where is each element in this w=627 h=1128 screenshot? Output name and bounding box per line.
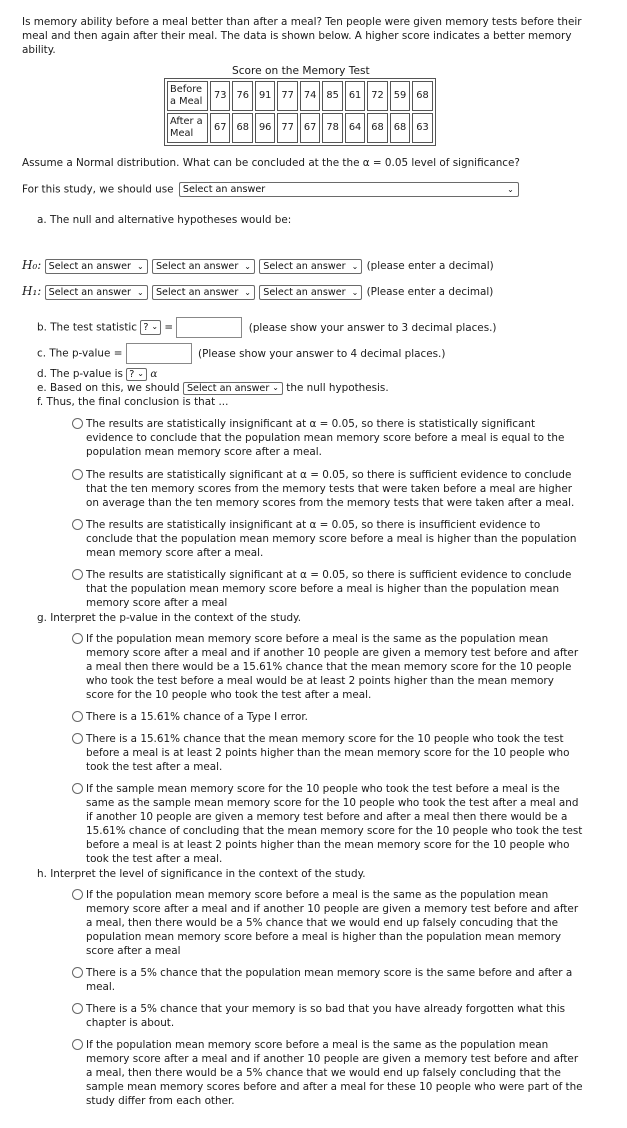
table-cell: 59 [390,81,410,111]
table-cell: 68 [232,113,252,143]
table-cell: 61 [345,81,365,111]
chevron-down-icon: ⌄ [272,382,279,392]
part-e-after: the null hypothesis. [286,382,389,394]
table-cell: 68 [390,113,410,143]
chevron-down-icon: ⌄ [136,287,144,297]
pvalue-interpretation-option-4[interactable] [72,782,584,866]
pvalue-interpretation-option-2[interactable] [72,710,584,724]
h1-operator-select[interactable] [152,285,255,300]
h1-note: (Please enter a decimal) [366,286,494,298]
chevron-down-icon: ⌄ [151,322,159,331]
table-cell: 96 [255,113,275,143]
table-cell: 78 [322,113,342,143]
option-text: The results are statistically significant at α = 0.05, so there is sufficient evidence to conclude that the ten memory scores from the memory tests that were taken before a meal are higher on average than the ten memory scores from the memory tests that were taken after a meal. [86,469,575,509]
part-g-text: g. Interpret the p-value in the context of the study. [37,612,302,624]
option-text: There is a 15.61% chance that the mean memory score for the 10 people who took the test before a meal is at least 2 points higher than the mean memory score for the 10 people who took the test after a meal. [86,733,570,773]
table-row [167,113,433,143]
table-cell: 73 [210,81,230,111]
chevron-down-icon: ⌄ [507,185,514,194]
select-placeholder: Select an answer [186,382,270,394]
table-title: Score on the Memory Test [232,65,370,77]
chevron-down-icon: ⌄ [351,261,359,271]
table-cell: 72 [367,81,387,111]
option-text: If the population mean memory score before a meal is the same as the population mean memory score after a meal and if another 10 people are given a memory test before and after a meal, then there would be a 5% chance that we would end up falsely concluding that the sample mean memory scores before and after a meal for these 10 people who were part of the study differ from each other. [86,1039,583,1107]
option-text: The results are statistically insignificant at α = 0.05, so there is statistically significant evidence to conclude that the population mean memory score before a meal is equal to the population mean memory score after a meal. [86,418,565,458]
study-prompt: For this study, we should use [22,183,174,196]
study-row [22,182,519,197]
chevron-down-icon: ⌄ [244,261,251,271]
radio-button[interactable] [72,1039,83,1050]
conclusion-option-1[interactable] [72,417,578,459]
h0-label: H₀: [22,258,42,272]
h1-value-select[interactable] [259,285,362,300]
select-placeholder: Select an answer [263,260,346,272]
part-b-note: (please show your answer to 3 decimal places.) [248,321,497,334]
select-placeholder: Select an answer [48,286,131,298]
test-statistic-select[interactable] [140,320,161,335]
option-text: There is a 5% chance that your memory is so bad that you have already forgotten what this chapter is about. [86,1003,566,1029]
part-d-text: d. The p-value is [37,368,123,380]
alpha-symbol: α [150,368,158,380]
significance-interpretation-option-3[interactable] [72,1002,584,1030]
radio-button[interactable] [72,711,83,722]
h1-label: H₁: [22,284,42,298]
part-f-text: f. Thus, the final conclusion is that ... [37,396,229,408]
memory-score-table [164,78,436,146]
pvalue-interpretation-option-3[interactable] [72,732,584,774]
h1-param-select[interactable] [45,285,148,300]
significance-interpretation-option-4[interactable] [72,1038,584,1108]
significance-interpretation-option-2[interactable] [72,966,584,994]
table-cell: 67 [210,113,230,143]
table-cell: 68 [367,113,387,143]
radio-button[interactable] [72,1003,83,1014]
chevron-down-icon: ⌄ [351,287,359,297]
pvalue-interpretation-option-1[interactable] [72,632,584,702]
significance-interpretation-option-1[interactable] [72,888,584,958]
part-d-row [37,367,157,381]
option-text: If the sample mean memory score for the 10 people who took the test before a meal is the same as the sample mean memory score for the 10 people who took the test after a meal and if another 10 people are given a memory test before and after a meal then there would be a 15.61% chance of concluding that the mean memory score for the 10 people who took the test before a meal is at least 2 points higher than the mean memory score for the 10 people who took the test after a meal. [86,783,583,865]
select-placeholder: Select an answer [155,286,239,298]
select-placeholder: Select an answer [263,286,346,298]
option-text: There is a 5% chance that the population mean memory score is the same before and after a meal. [86,967,573,993]
option-text: The results are statistically significant at α = 0.05, so there is sufficient evidence to conclude that the population mean memory score before a meal is higher than the population mean memory score after a meal [86,569,572,609]
select-placeholder: ? [143,322,149,333]
option-text: The results are statistically insignificant at α = 0.05, so there is insufficient evidence to conclude that the population mean memory score before a meal is higher than the population mean memory score after a meal. [86,519,577,559]
test-statistic-input[interactable] [176,317,242,338]
h0-note: (please enter a decimal) [366,260,494,272]
select-placeholder: Select an answer [155,260,239,272]
table-cell: 74 [300,81,320,111]
select-placeholder: Select an answer [48,260,131,272]
assume-line: Assume a Normal distribution. What can be concluded at the the α = 0.05 level of significance? [22,157,520,169]
table-cell: 67 [300,113,320,143]
table-cell: 64 [345,113,365,143]
h0-value-select[interactable] [259,259,362,274]
table-cell: 77 [277,81,297,111]
radio-button[interactable] [72,783,83,794]
assume-text [22,156,520,170]
part-c-text: c. The p-value = [37,347,123,360]
table-cell: 76 [232,81,252,111]
part-c-row [37,343,445,364]
h0-row [22,258,494,274]
h0-operator-select[interactable] [152,259,255,274]
select-placeholder: Select an answer [182,184,266,195]
radio-button[interactable] [72,519,83,530]
radio-button[interactable] [72,469,83,480]
p-value-input[interactable] [126,343,192,364]
h0-param-select[interactable] [45,259,148,274]
chevron-down-icon: ⌄ [136,261,144,271]
table-cell: 63 [412,113,432,143]
option-text: There is a 15.61% chance of a Type I error. [86,711,308,723]
table-cell: 91 [255,81,275,111]
equals-sign: = [164,321,174,334]
radio-button[interactable] [72,569,83,580]
conclusion-option-3[interactable] [72,518,578,560]
part-c-note: (Please show your answer to 4 decimal places.) [198,347,446,360]
chevron-down-icon: ⌄ [137,368,144,378]
radio-button[interactable] [72,633,83,644]
part-b-text: b. The test statistic [37,321,137,334]
p-value-compare-select[interactable] [126,368,147,381]
radio-button[interactable] [72,733,83,744]
conclusion-option-2[interactable] [72,468,578,510]
part-h-text: h. Interpret the level of significance in the context of the study. [37,868,366,880]
decision-select[interactable] [183,382,283,395]
part-e-row [37,381,389,395]
option-text: If the population mean memory score before a meal is the same as the population mean memory score after a meal and if another 10 people are given a memory test before and after a meal then there would be a 15.61% chance that the mean memory score for the 10 people who took the test before a meal would be at least 2 points higher than the mean memory score for the 10 people who took the test after a meal. [86,633,579,701]
table-cell: 68 [412,81,432,111]
radio-button[interactable] [72,889,83,900]
select-placeholder: ? [129,368,135,380]
chevron-down-icon: ⌄ [244,287,251,297]
part-b-row [37,317,496,338]
table-cell: 77 [277,113,297,143]
row-label: After a Meal [167,113,208,143]
radio-button[interactable] [72,967,83,978]
h1-row [22,284,493,300]
table-row [167,81,433,111]
part-a-text: a. The null and alternative hypotheses would be: [37,214,292,226]
radio-button[interactable] [72,418,83,429]
conclusion-option-4[interactable] [72,568,578,610]
part-e-text: e. Based on this, we should [37,382,180,394]
table-cell: 85 [322,81,342,111]
row-label: Before a Meal [167,81,208,111]
question-intro: Is memory ability before a meal better than after a meal? Ten people were given memory tests before their meal and then again after their meal. The data is shown below. A higher score indicates a better memory ability. [22,16,582,56]
study-method-select[interactable] [179,182,519,197]
option-text: If the population mean memory score before a meal is the same as the population mean memory score after a meal and if another 10 people are given a memory test before and after a meal, then there would be a 5% chance that we would end up falsely concuding that the population mean memory score before a meal is higher than the population mean memory score after a meal [86,889,579,957]
